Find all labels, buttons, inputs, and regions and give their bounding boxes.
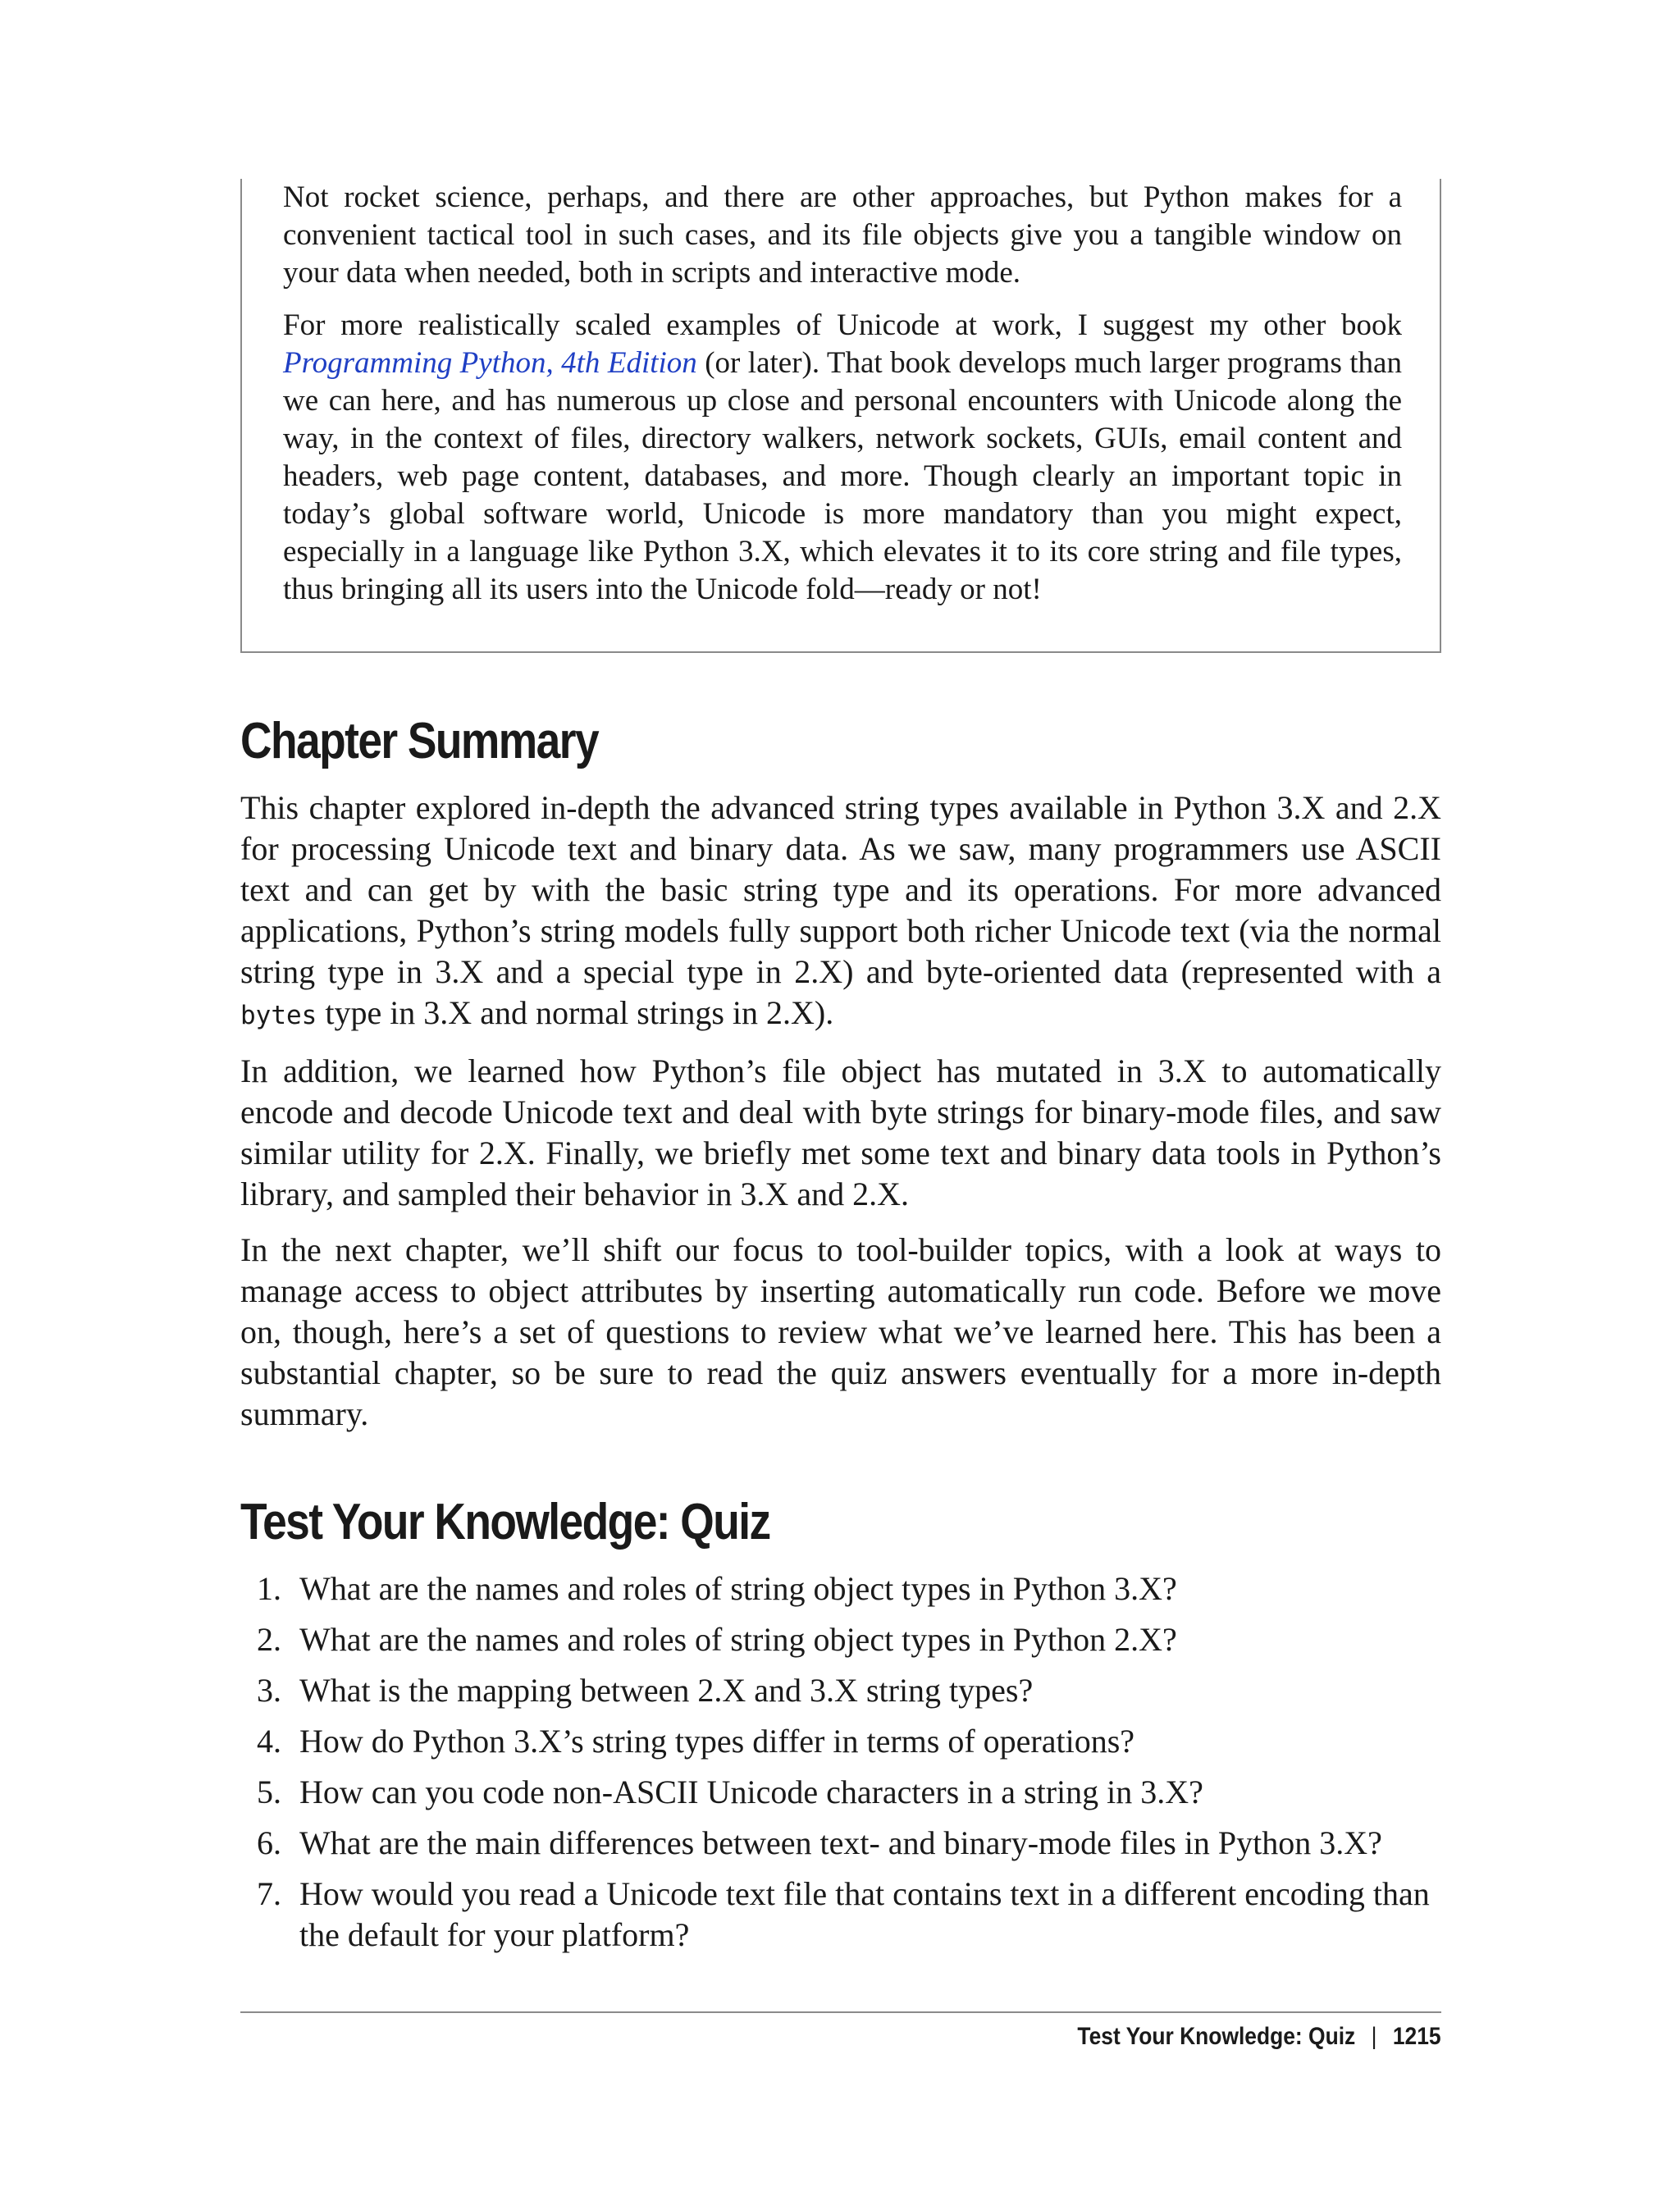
quiz-item-text: What is the mapping between 2.X and 3.X string types? (299, 1672, 1034, 1709)
chapter-summary-heading: Chapter Summary (240, 713, 599, 769)
quiz-item-number: 5. (257, 1774, 281, 1810)
quiz-item-number: 2. (257, 1621, 281, 1658)
quiz-item (240, 1823, 1441, 1864)
quiz-list (240, 1568, 1441, 1965)
quiz-item-text: How would you read a Unicode text file that contains text in a different encoding than the default for your platform? (299, 1875, 1430, 1953)
quiz-heading: Test Your Knowledge: Quiz (240, 1494, 770, 1550)
quiz-item-number: 3. (257, 1672, 281, 1709)
quiz-item-number: 6. (257, 1824, 281, 1861)
sidebar-paragraph-2-rest: (or later). That book develops much larger programs than we can here, and has numerous up close and personal encounters with Unicode along the way, in the context of files, directory walkers, network sockets, GUIs, email content and headers, web page content, databases, and more. Though clearly an important topic in today’s global software world, Unicode is more mandatory than you might expect, especially in a language like Python 3.X, which elevates it to its core string and file types, thus bringing all its users into the Unicode fold—ready or not! (283, 346, 1402, 606)
footer-separator: | (1372, 2023, 1377, 2050)
quiz-item-text: What are the main differences between text- and binary-mode files in Python 3.X? (299, 1824, 1382, 1861)
page-footer (1078, 2023, 1441, 2051)
footer-rule (240, 2011, 1441, 2013)
quiz-item (240, 1772, 1441, 1813)
quiz-item-number: 4. (257, 1723, 281, 1760)
summary-paragraph-2: In addition, we learned how Python’s file object has mutated in 3.X to automatically encode and decode Unicode text and deal with byte strings for binary-mode files, and saw similar utility for 2.X. Finally, we briefly met some text and binary data tools in Python’s library, and sampled their behavior in 3.X and 2.X. (240, 1052, 1441, 1212)
quiz-item-number: 7. (257, 1875, 281, 1912)
summary-paragraph-1 (240, 788, 1441, 1036)
page-number: 1215 (1393, 2023, 1441, 2050)
footer-section-title: Test Your Knowledge: Quiz (1077, 2023, 1356, 2050)
quiz-item-number: 1. (257, 1570, 281, 1607)
sidebar-box (240, 179, 1441, 653)
chapter-summary-body (240, 788, 1441, 1449)
quiz-item (240, 1568, 1441, 1609)
quiz-item-text: What are the names and roles of string object types in Python 2.X? (299, 1621, 1177, 1658)
quiz-item (240, 1874, 1441, 1956)
sidebar-paragraph-2 (283, 307, 1402, 609)
sidebar-paragraph-2-lead: For more realistically scaled examples of Unicode at work, I suggest my other book (283, 308, 1402, 342)
sidebar-paragraph-1: Not rocket science, perhaps, and there are other approaches, but Python makes for a convenient tactical tool in such cases, and its file objects give you a tangible window on your data when needed, both in scripts and interactive mode. (283, 180, 1402, 290)
quiz-item (240, 1721, 1441, 1762)
quiz-item-text: What are the names and roles of string object types in Python 3.X? (299, 1570, 1177, 1607)
book-title-link[interactable]: Programming Python, 4th Edition (283, 346, 697, 380)
quiz-item-text: How do Python 3.X’s string types differ in terms of operations? (299, 1723, 1135, 1760)
summary-paragraph-1-lead: This chapter explored in-depth the advanced string types available in Python 3.X and 2.X for processing Unicode text and binary data. As we saw, many programmers use ASCII text and can get by with the basic string type and its operations. For more advanced applications, Python’s string models fully support both richer Unicode text (via the normal string type in 3.X and a special type in 2.X) and byte-oriented data (represented with a (240, 789, 1441, 990)
summary-paragraph-3: In the next chapter, we’ll shift our focus to tool-builder topics, with a look at ways to manage access to object attributes by inserting automatically run code. Before we move on, though, here’s a set of questions to review what we’ve learned here. This has been a substantial chapter, so be sure to read the quiz answers eventually for a more in-depth summary. (240, 1231, 1441, 1432)
book-page (240, 0, 1441, 2205)
quiz-item (240, 1619, 1441, 1660)
bytes-code: bytes (240, 1001, 317, 1030)
quiz-item (240, 1670, 1441, 1711)
quiz-item-text: How can you code non-ASCII Unicode characters in a string in 3.X? (299, 1774, 1203, 1810)
summary-paragraph-1-rest: type in 3.X and normal strings in 2.X). (317, 994, 834, 1031)
